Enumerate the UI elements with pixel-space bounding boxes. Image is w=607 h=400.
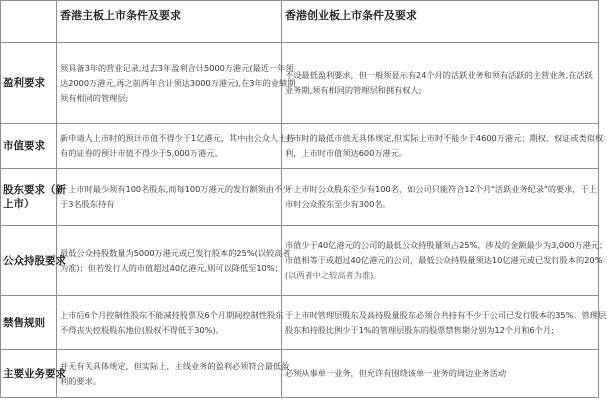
text-line: 必须从事单一业务，但允许有围绕该单一业务的周边业务活动 [285,368,507,378]
label-line: 禁售规则 [3,316,45,329]
main-board-public-float-cell [57,226,291,296]
table-row-lockup [1,296,599,350]
text-line: 市值少于40亿港元的公司的最低公众持股量须占25%，涉及的金额最少为3,000万港元； [285,240,607,250]
label-line: 市值要求 [3,140,45,152]
label-line: 盈利要求 [3,77,45,89]
table-row-profit [1,43,599,124]
text-line: 不设最低盈利要求，但一般须显示有24个月的活跃业务和须有活跃的主营业务,在活跃 [285,70,593,80]
text-line: 最低公众持股数量为5000万港元或已发行股本的25%(以较高者 [60,247,291,258]
text-line: 于3名股东持有 [60,199,115,209]
text-line: 新申请人上市时的预计市值不得少于1亿港元，其中由公众人士持 [60,133,295,143]
row-label-public-float [1,226,66,296]
table-row-shareholders [1,169,599,226]
text-line: 于上市时最少须有100名股东,而每100万港元的发行额须由不少 [60,184,291,194]
table-row-main-business [1,350,599,398]
table-row-public-float [1,226,599,296]
text-line: 为准)；但若发行人的市值超过40亿港元,则可以降低至10%； [60,262,283,273]
text-line: 于上市时公众股东至少有100名，如公司只能符合12个月"活跃业务纪录"的要求，于上 [285,184,597,194]
text-line: 有的证券的预计市值不得少于5,000万港元。 [60,148,223,158]
main-board-header: 香港主板上市条件及要求 [57,1,282,43]
text-line: 上市后6个月控制性股东不能减持股票及6个月期间控制性股东 [60,309,284,320]
gem-board-profit-cell [282,43,599,124]
label-line: 股东要求（新 [3,184,66,196]
text-line: 于上市时管理层股东及高持股量股东必须合共持有不少于公司已发行股本的35%。管理层 [285,309,607,320]
gem-board-public-float-cell [282,226,607,296]
text-line: (以两者中之较高者为准)。 [285,270,382,280]
row-label-main-business [1,350,66,398]
text-line: 上市时的最低市值无具体规定,但实际上市时不能少于4600万港元；期权、权证或类似权 [285,133,604,143]
main-board-shareholders-cell [57,169,291,226]
text-line: 须有相同的管理层; [60,92,129,103]
text-line: 利，上市时市值须达600万港元。 [285,148,408,158]
row-label-lockup [1,296,57,350]
corner-header-cell [1,1,57,43]
gem-board-header: 香港创业板上市条件及要求 [282,1,599,43]
gem-board-shareholders-cell [282,169,599,226]
text-line: 业务期,须有相同的管理层和拥有权人; [285,85,422,95]
text-line: 股东和持股比例少于1%的管理层股东的股票禁售期分别为12个月和6个月; [285,324,554,335]
main-board-lockup-cell [57,296,282,350]
text-line: 利的要求。 [60,375,101,386]
row-label-profit [1,43,57,124]
row-label-shareholders [1,169,66,226]
main-board-market-cap-cell [57,124,295,169]
row-label-market-cap [1,124,57,169]
gem-board-main-business-cell [282,350,599,398]
gem-board-lockup-cell [282,296,607,350]
table-row-market-cap [1,124,599,169]
main-board-profit-cell [57,43,296,124]
label-line: 主要业务要求 [3,367,66,380]
main-board-main-business-cell [57,350,290,398]
gem-board-market-cap-cell [282,124,604,169]
text-line: 达2000万港元,再之前两年合计须达3000万港元),在3年的业绩期 [60,77,296,88]
text-line: 市时公众股东至少有300名。 [285,199,391,209]
table-header-row [1,1,599,43]
text-line: 市值相等于或超过40亿港元的公司，最低公众持股量须达10亿港元或已发行股本的20% [285,255,603,265]
label-line: 公众持股要求 [3,254,66,267]
text-line: 须具备3年的营业记录,过去3年盈利合计5000万港元(最近一年须 [60,62,294,73]
label-line: 上市） [3,198,35,210]
text-line: 并无有关具体规定，但实际上，主线业务的盈利必须符合最低盈 [60,360,290,371]
text-line: 不得丧失控股股东地位(股权不得低于30%)。 [60,324,224,335]
